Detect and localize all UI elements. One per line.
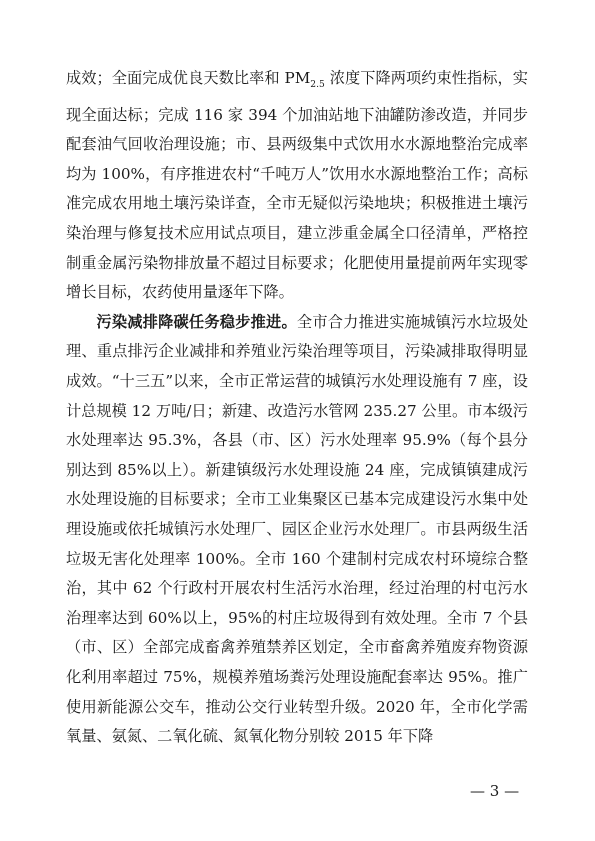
paragraph-1-text-b: 浓度下降两项约束性指标，实现全面达标；完成 116 家 394 个加油站地下油罐防渗改造，并同步配套油气回收治理设施；市、县两级集中式饮用水水源地整治完成率均为 100%，有序推进农村“千吨万人”饮用水水源地整治工作；高标准完成农用地土壤污染详查，全市无疑似污染地块；积极推进土壤污染治理与修复技术应用试点项目，建立涉重金属全口径清单，严格控制重金属污染物排放量不超过目标要求；化肥使用量提前两年实现零增长目标，农药使用量逐年下降。 bbox=[66, 69, 528, 302]
pm-subscript: 2.5 bbox=[310, 80, 325, 91]
paragraph-1-text-a: 成效；全面完成优良天数比率和 PM bbox=[66, 69, 311, 87]
body-text bbox=[66, 64, 528, 752]
paragraph-1 bbox=[66, 64, 528, 308]
page-number: — 3 — bbox=[470, 782, 520, 800]
paragraph-2-body: 全市合力推进实施城镇污水垃圾处理、重点排污企业减排和养殖业污染治理等项目，污染减排取得明显成效。“十三五”以来，全市正常运营的城镇污水处理设施有 7 座，设计总规模 12 万吨/日；新建、改造污水管网 235.27 公里。市本级污水处理率达 95.3%，各县（市、区）污水处理率 95.9%（每个县分别达到 85%以上）。新建镇级污水处理设施 24 座，完成镇镇建成污水处理设施的目标要求；全市工业集聚区已基本完成建设污水集中处理设施或依托城镇污水处理厂、园区企业污水处理厂。市县两级生活垃圾无害化处理率 100%。全市 160 个建制村完成农村环境综合整治，其中 62 个行政村开展农村生活污水治理，经过治理的村屯污水治理率达到 60%以上，95%的村庄垃圾得到有效处理。全市 7 个县（市、区）全部完成畜禽养殖禁养区划定，全市畜禽养殖废弃物资源化利用率超过 75%，规模养殖场粪污处理设施配套率达 95%。推广使用新能源公交车，推动公交行业转型升级。2020 年，全市化学需氧量、氨氮、二氧化硫、氮氧化物分别较 2015 年下降 bbox=[66, 312, 529, 746]
paragraph-2-heading: 污染减排降碳任务稳步推进。 bbox=[96, 312, 297, 331]
paragraph-2 bbox=[66, 308, 528, 752]
